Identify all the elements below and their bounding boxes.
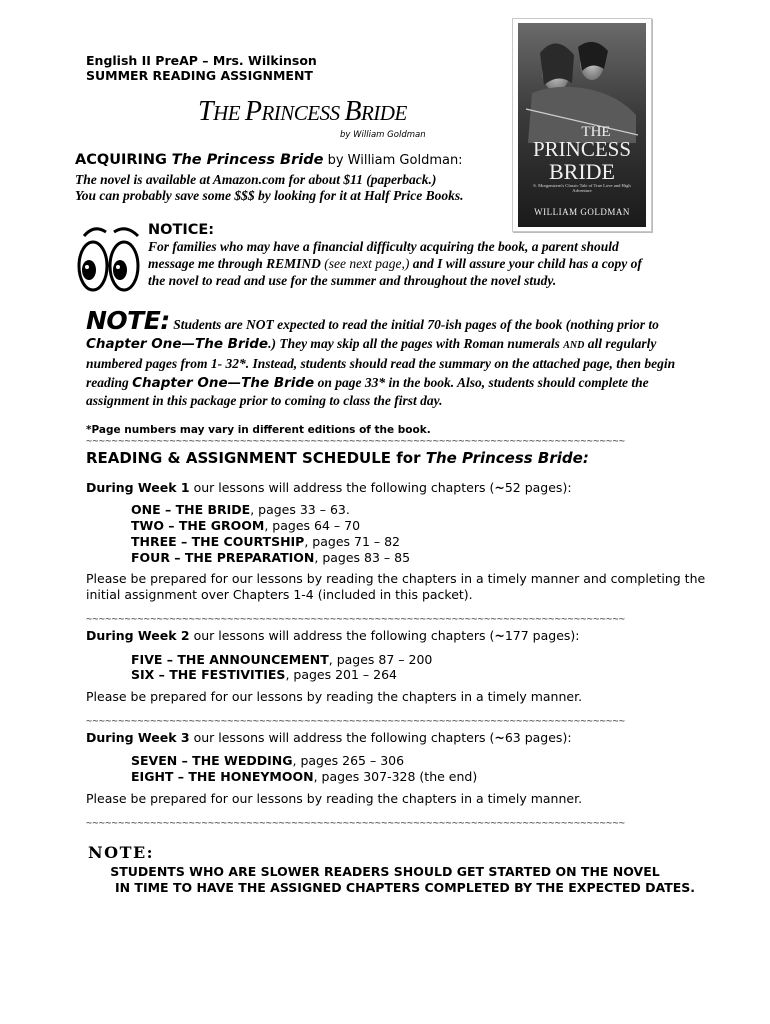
separator-line: ~~~~~~~~~~~~~~~~~~~~~~~~~~~~~~~~~~~~~~~~~~~~~~~~~~~~~~~~~~~~~~~~~~~~~~~~~~~~~~~~~~~~ <box>86 818 626 829</box>
chapter-item: THREE – THE COURTSHIP, pages 71 – 82 <box>131 534 401 549</box>
schedule-heading: READING & ASSIGNMENT SCHEDULE for The Princess Bride: <box>86 449 589 467</box>
chapter-item: ONE – THE BRIDE, pages 33 – 63. <box>131 502 350 517</box>
week-3-closing: Please be prepared for our lessons by reading the chapters in a timely manner. <box>86 791 583 806</box>
chapter-item: EIGHT – THE HONEYMOON, pages 307-328 (the end) <box>131 769 478 784</box>
header-assignment-line: SUMMER READING ASSIGNMENT <box>86 68 313 83</box>
cover-title-the: THE <box>581 124 611 140</box>
acquiring-savings-tip: You can probably save some $$$ by looking for it at Half Price Books. <box>75 188 464 203</box>
separator-line: ~~~~~~~~~~~~~~~~~~~~~~~~~~~~~~~~~~~~~~~~~~~~~~~~~~~~~~~~~~~~~~~~~~~~~~~~~~~~~~~~~~~~ <box>86 436 626 447</box>
note-paragraph: NOTE: Students are NOT expected to read the initial 70-ish pages of the book (nothing prior to Chapter One—The Bride.) They may skip all the pages with Roman numerals AND all regularly numbered pages from 1- 32*. Instead, students should read the summary on the attached page, then begin reading Chapter One—The Bride on page 33* in the book. Also, students should complete the assignment in this package prior to coming to class the first day. <box>86 306 676 408</box>
week-1-intro: During Week 1 our lessons will address the following chapters (~52 pages): <box>86 480 572 495</box>
separator-line: ~~~~~~~~~~~~~~~~~~~~~~~~~~~~~~~~~~~~~~~~~~~~~~~~~~~~~~~~~~~~~~~~~~~~~~~~~~~~~~~~~~~~ <box>86 614 626 625</box>
chapter-item: SIX – THE FESTIVITIES, pages 201 – 264 <box>131 667 398 682</box>
chapter-item: FIVE – THE ANNOUNCEMENT, pages 87 – 200 <box>131 652 433 667</box>
chapter-item: SEVEN – THE WEDDING, pages 265 – 306 <box>131 753 405 768</box>
week-2-closing: Please be prepared for our lessons by reading the chapters in a timely manner. <box>86 689 583 704</box>
week-1-closing: Please be prepared for our lessons by reading the chapters in a timely manner and completing the initial assignment over Chapters 1-4 (included in this packet). <box>86 571 706 602</box>
book-cover-image <box>512 18 652 232</box>
separator-line: ~~~~~~~~~~~~~~~~~~~~~~~~~~~~~~~~~~~~~~~~~~~~~~~~~~~~~~~~~~~~~~~~~~~~~~~~~~~~~~~~~~~~ <box>86 716 626 727</box>
page-title: THE PRINCESS BRIDE <box>198 96 407 127</box>
notice-text: For families who may have a financial difficulty acquiring the book, a parent should message me through REMIND (see next page,) and I will assure your child has a copy of the novel to read and use for the summer and throughout the novel study. <box>148 239 642 288</box>
page-number-note: *Page numbers may vary in different editions of the book. <box>86 424 431 436</box>
cover-title-bride: BRIDE <box>549 159 615 184</box>
cover-author: WILLIAM GOLDMAN <box>534 207 630 217</box>
notice-heading: NOTICE: <box>148 222 215 238</box>
final-note-line-1: STUDENTS WHO ARE SLOWER READERS SHOULD GET STARTED ON THE NOVEL <box>110 864 660 879</box>
week-2-intro: During Week 2 our lessons will address the following chapters (~177 pages): <box>86 628 580 643</box>
title-byline: by William Goldman <box>340 130 426 140</box>
final-note-heading: NOTE: <box>88 843 155 862</box>
eyes-icon <box>76 222 142 300</box>
chapter-item: TWO – THE GROOM, pages 64 – 70 <box>131 518 361 533</box>
cover-title-princess: PRINCESS <box>532 137 632 161</box>
final-note-line-2: IN TIME TO HAVE THE ASSIGNED CHAPTERS COMPLETED BY THE EXPECTED DATES. <box>114 880 696 895</box>
chapter-item: FOUR – THE PREPARATION, pages 83 – 85 <box>131 550 411 565</box>
header-course-line: English II PreAP – Mrs. Wilkinson <box>86 53 317 68</box>
acquiring-heading: ACQUIRING The Princess Bride by William Goldman: <box>75 152 463 168</box>
acquiring-availability: The novel is available at Amazon.com for about $11 (paperback.) <box>75 172 437 187</box>
cover-subtitle: S. Morgenstern's Classic Tale of True Love and High Adventure <box>533 183 631 194</box>
week-3-intro: During Week 3 our lessons will address the following chapters (~63 pages): <box>86 730 572 745</box>
